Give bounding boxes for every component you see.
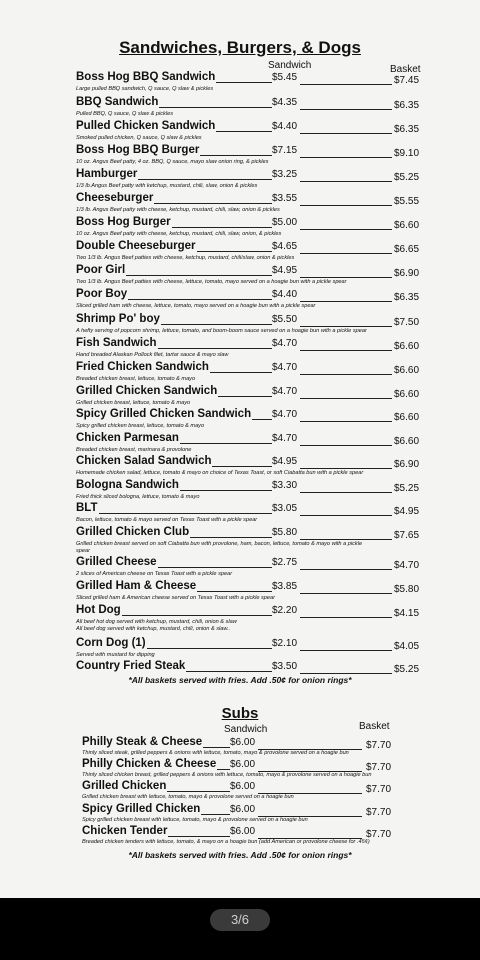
item-name: Corn Dog (1) [76, 637, 146, 649]
basket-price: $6.35 [394, 292, 420, 303]
leader-line [300, 539, 392, 540]
item-description [76, 255, 294, 262]
basket-price: $7.65 [394, 530, 420, 541]
basket-price: $4.70 [394, 560, 420, 571]
subs-basket-column-header: Basket [359, 721, 390, 732]
sandwich-price: $3.55 [272, 193, 298, 204]
sandwich-price: $6.00 [230, 781, 256, 792]
leader-line [203, 747, 230, 748]
item-description [76, 400, 190, 407]
item-description-line: 1/3 lb.Angus Beef patty with ketchup, mustard, chili, slaw, onion & pickles [76, 183, 258, 189]
basket-price: $5.25 [394, 664, 420, 675]
item-description [76, 494, 199, 501]
item-description-line: 10 oz. Angus Beef patty with cheese, ketchup, mustard, chili, slaw, onion, & pickles [76, 231, 282, 237]
item-description [76, 541, 362, 555]
item-name: Poor Boy [76, 288, 128, 300]
item-description-line: Smoked pulled chicken, Q sauce, Q slaw & pickles [76, 135, 202, 141]
item-name: Spicy Grilled Chicken Sandwich [76, 408, 252, 420]
item-name: Hamburger [76, 168, 138, 180]
basket-price: $5.80 [394, 584, 420, 595]
item-name: Chicken Salad Sandwich [76, 455, 212, 467]
leader-line [300, 229, 392, 230]
item-description [82, 839, 370, 846]
sandwich-price: $3.05 [272, 503, 298, 514]
sandwich-price: $5.50 [272, 314, 298, 325]
item-name: BBQ Sandwich [76, 96, 159, 108]
sandwich-price: $2.75 [272, 557, 298, 568]
subs-sandwich-column-header: Sandwich [224, 724, 268, 735]
basket-price: $7.70 [366, 784, 392, 795]
leader-line [300, 109, 392, 110]
basket-price: $7.45 [394, 75, 420, 86]
item-description [76, 279, 347, 286]
sandwich-price: $5.00 [272, 217, 298, 228]
item-description-line: Breaded chicken breast, marinara & provolone [76, 447, 192, 453]
basket-price: $5.25 [394, 172, 420, 183]
item-description-line: Large pulled BBQ sandwich, Q sauce, Q slaw & pickles [76, 86, 214, 92]
sandwich-price: $4.65 [272, 241, 298, 252]
item-description [76, 447, 191, 454]
baskets-note: *All baskets served with fries. Add .50¢ for onion rings* [128, 675, 352, 685]
leader-line [300, 421, 392, 422]
leader-line [147, 648, 272, 649]
item-name: Poor Girl [76, 264, 126, 276]
item-name: Grilled Chicken Club [76, 526, 190, 538]
item-name: Shrimp Po' boy [76, 313, 160, 325]
item-name: Boss Hog BBQ Burger [76, 144, 200, 156]
item-description [82, 817, 308, 824]
leader-line [99, 513, 272, 514]
item-name: Chicken Parmesan [76, 432, 179, 444]
leader-line [300, 673, 392, 674]
sandwich-price: $2.10 [272, 638, 298, 649]
item-description-line: 10 oz. Angus Beef patty, 4 oz. BBQ, Q sauce, mayo slaw onion ring, & pickles [76, 159, 269, 165]
item-name: Grilled Chicken [82, 780, 167, 792]
leader-line [252, 419, 272, 420]
leader-line [159, 107, 272, 108]
sandwich-price: $6.00 [230, 826, 256, 837]
item-description-line: Two 1/3 lb. Angus Beef patties with cheese, ketchup, mustard, chili/slaw, onion & pickles [76, 255, 295, 261]
leader-line [218, 396, 272, 397]
leader-line [300, 205, 392, 206]
item-description-line: All beef dog served with ketchup, mustard, chili, onion & slaw.. [76, 625, 231, 632]
leader-line [217, 769, 230, 770]
basket-price: $9.10 [394, 148, 420, 159]
sandwich-price: $2.20 [272, 605, 298, 616]
item-description [76, 619, 237, 633]
leader-line [300, 398, 392, 399]
item-description [76, 376, 195, 383]
leader-line [300, 326, 392, 327]
item-description-line: Sliced grilled ham with cheese, lettuce, tomato, mayo served on a hoagie bun with a pickle spear [76, 303, 316, 309]
item-description [76, 595, 275, 602]
subs-baskets-note: *All baskets served with fries. Add .50¢ for onion rings* [128, 850, 352, 860]
leader-line [190, 537, 272, 538]
sandwich-price: $4.70 [272, 338, 298, 349]
item-description [76, 571, 232, 578]
item-description [76, 517, 257, 524]
leader-line [300, 350, 392, 351]
sandwich-price: $3.30 [272, 480, 298, 491]
leader-line [216, 131, 272, 132]
item-name: Spicy Grilled Chicken [82, 803, 201, 815]
item-description-line: Homemade chicken salad, lettuce, tomato & mayo on choice of Texas Toast, or soft Ciabatta bun with a pickle spear [76, 470, 364, 476]
sandwich-price: $3.85 [272, 581, 298, 592]
basket-price: $6.60 [394, 365, 420, 376]
item-name: Cheeseburger [76, 192, 154, 204]
leader-line [300, 157, 392, 158]
item-description [76, 423, 204, 430]
sandwich-price: $4.95 [272, 456, 298, 467]
item-name: Chicken Tender [82, 825, 168, 837]
leader-line [300, 133, 392, 134]
basket-column-header: Basket [390, 64, 421, 75]
item-description-line: Bacon, lettuce, tomato & mayo served on Texas Toast with a pickle spear [76, 517, 258, 523]
item-description [76, 111, 173, 118]
leader-line [300, 515, 392, 516]
leader-line [212, 466, 272, 467]
item-description-line: Served with mustard for dipping [76, 652, 155, 658]
item-description-line: 1/3 lb. Angus Beef patty with cheese, ketchup, mustard, chili, slaw, onion & pickles [76, 207, 280, 213]
leader-line [197, 251, 272, 252]
item-description [76, 328, 367, 335]
basket-price: $7.70 [366, 829, 392, 840]
item-name: Boss Hog BBQ Sandwich [76, 71, 216, 83]
sandwich-price: $4.70 [272, 362, 298, 373]
sandwich-price: $7.15 [272, 145, 298, 156]
sandwich-price: $5.45 [272, 72, 298, 83]
item-description-line: Grilled chicken breast served on soft Ciabatta bun with provolone, ham, bacon, lettuce, tomato & mayo with a pickle [76, 541, 363, 547]
item-description-line: Fried thick sliced bologna, lettuce, tomato & mayo [76, 494, 200, 500]
sandwich-price: $6.00 [230, 737, 256, 748]
basket-price: $7.70 [366, 740, 392, 751]
item-name: Philly Chicken & Cheese [82, 758, 217, 770]
item-name: Grilled Ham & Cheese [76, 580, 197, 592]
leader-line [210, 372, 272, 373]
sandwich-price: $4.40 [272, 121, 298, 132]
sandwich-price: $6.00 [230, 759, 256, 770]
item-name: Fish Sandwich [76, 337, 157, 349]
item-name: Hot Dog [76, 604, 121, 616]
leader-line [168, 836, 230, 837]
leader-line [154, 203, 272, 204]
page-indicator: 3/6 [210, 909, 270, 931]
basket-price: $6.35 [394, 124, 420, 135]
leader-line [300, 301, 392, 302]
basket-price: $7.50 [394, 317, 420, 328]
item-name: Bologna Sandwich [76, 479, 179, 491]
item-name: Grilled Chicken Sandwich [76, 385, 218, 397]
leader-line [200, 155, 272, 156]
item-description-line: Spicy grilled chicken breast, lettuce, tomato & mayo [76, 423, 205, 429]
sandwich-price: $4.35 [272, 97, 298, 108]
item-description-line: spear [76, 547, 90, 554]
sandwich-price: $4.95 [272, 265, 298, 276]
item-name: Philly Steak & Cheese [82, 736, 203, 748]
leader-line [186, 671, 272, 672]
item-description-line: 2 slices of American cheese on Texas Toast with a pickle spear [76, 571, 233, 577]
item-description [76, 207, 280, 214]
item-description [82, 794, 294, 801]
basket-price: $7.70 [366, 762, 392, 773]
leader-line [300, 650, 392, 651]
item-description [76, 352, 228, 359]
item-description-line: A hefty serving of popcorn shrimp, lettuce, tomato, and boom-boom sauce served on a hoagie bun with a pickle spear [76, 328, 367, 334]
basket-price: $6.90 [394, 268, 420, 279]
menu-title: Sandwiches, Burgers, & Dogs [119, 38, 361, 57]
basket-price: $4.95 [394, 506, 420, 517]
item-name: Boss Hog Burger [76, 216, 171, 228]
leader-line [126, 275, 272, 276]
sandwich-price: $5.80 [272, 527, 298, 538]
item-description-line: Thinly sliced chicken breast, grilled peppers & onions with lettuce, tomato, mayo & provolone served on a hoagie bun [82, 772, 372, 778]
subs-title: Subs [221, 705, 259, 722]
item-description [76, 303, 315, 310]
item-description-line: Spicy grilled chicken breast with lettuce, tomato, mayo & provolone served on a hoagie bun [82, 817, 308, 823]
item-name: Pulled Chicken Sandwich [76, 120, 216, 132]
basket-price: $6.60 [394, 341, 420, 352]
leader-line [180, 490, 272, 491]
leader-line [197, 591, 272, 592]
sandwich-price: $4.70 [272, 409, 298, 420]
leader-line [122, 615, 272, 616]
item-description-line: Breaded chicken breast, lettuce, tomato & mayo [76, 376, 196, 382]
item-name: Grilled Cheese [76, 556, 157, 568]
leader-line [158, 348, 272, 349]
basket-price: $6.60 [394, 220, 420, 231]
basket-price: $5.55 [394, 196, 420, 207]
leader-line [300, 181, 392, 182]
basket-price: $5.25 [394, 483, 420, 494]
leader-line [128, 299, 272, 300]
sandwich-price: $4.70 [272, 433, 298, 444]
item-description [76, 183, 257, 190]
leader-line [161, 324, 272, 325]
item-name: Country Fried Steak [76, 660, 186, 672]
item-description [82, 772, 372, 779]
leader-line [300, 374, 392, 375]
leader-line [180, 443, 272, 444]
leader-line [138, 179, 272, 180]
basket-price: $6.60 [394, 389, 420, 400]
item-description [76, 86, 213, 93]
leader-line [172, 227, 272, 228]
leader-line [158, 567, 272, 568]
basket-price: $6.90 [394, 459, 420, 470]
item-description-line: Hand breaded Alaskan Pollock filet, tartar sauce & mayo slaw [76, 352, 229, 358]
item-description-line: Grilled chicken breast, lettuce, tomato & mayo [76, 400, 191, 406]
item-description-line: Pulled BBQ, Q sauce, Q slaw & pickles [76, 111, 173, 117]
leader-line [300, 492, 392, 493]
basket-price: $4.05 [394, 641, 420, 652]
leader-line [300, 84, 392, 85]
basket-price: $7.70 [366, 807, 392, 818]
leader-line [300, 617, 392, 618]
leader-line [300, 569, 392, 570]
sandwich-column-header: Sandwich [268, 60, 312, 71]
item-description [76, 652, 155, 659]
sandwich-price: $6.00 [230, 804, 256, 815]
item-description [76, 231, 281, 238]
sandwich-price: $3.25 [272, 169, 298, 180]
basket-price: $4.15 [394, 608, 420, 619]
item-name: Double Cheeseburger [76, 240, 196, 252]
item-description [82, 750, 349, 757]
item-name: Fried Chicken Sandwich [76, 361, 209, 373]
item-description-line: Sliced grilled ham & American cheese served on Texas Toast with a pickle spear [76, 595, 275, 601]
item-description [76, 470, 363, 477]
leader-line [216, 82, 272, 83]
item-name: BLT [76, 502, 98, 514]
basket-price: $6.65 [394, 244, 420, 255]
basket-price: $6.60 [394, 436, 420, 447]
item-description-line: Thinly sliced steak, grilled peppers & onions with lettuce, tomato, mayo & provolone served on a hoagie bun [82, 750, 349, 756]
basket-price: $6.35 [394, 100, 420, 111]
sandwich-price: $4.40 [272, 289, 298, 300]
item-description-line: Breaded chicken tenders with lettuce, tomato, & mayo on a hoagie bun (add American or provolone cheese for .45¢) [82, 839, 370, 845]
leader-line [300, 253, 392, 254]
sandwich-price: $3.50 [272, 661, 298, 672]
item-description [76, 159, 268, 166]
item-description-line: Two 1/3 lb. Angus Beef patties with cheese, lettuce, tomato, mayo served on a hoagie bun with a pickle spear [76, 279, 347, 285]
basket-price: $6.60 [394, 412, 420, 423]
leader-line [201, 814, 230, 815]
item-description-line: Grilled chicken breast with lettuce, tomato, mayo & provolone served on a hoagie bun [82, 794, 294, 800]
leader-line [300, 445, 392, 446]
item-description-line: All beef hot dog served with ketchup, mustard, chili, onion & slaw [76, 619, 237, 625]
item-description [76, 135, 202, 142]
leader-line [300, 593, 392, 594]
sandwich-price: $4.70 [272, 386, 298, 397]
leader-line [167, 791, 230, 792]
leader-line [300, 468, 392, 469]
leader-line [300, 277, 392, 278]
